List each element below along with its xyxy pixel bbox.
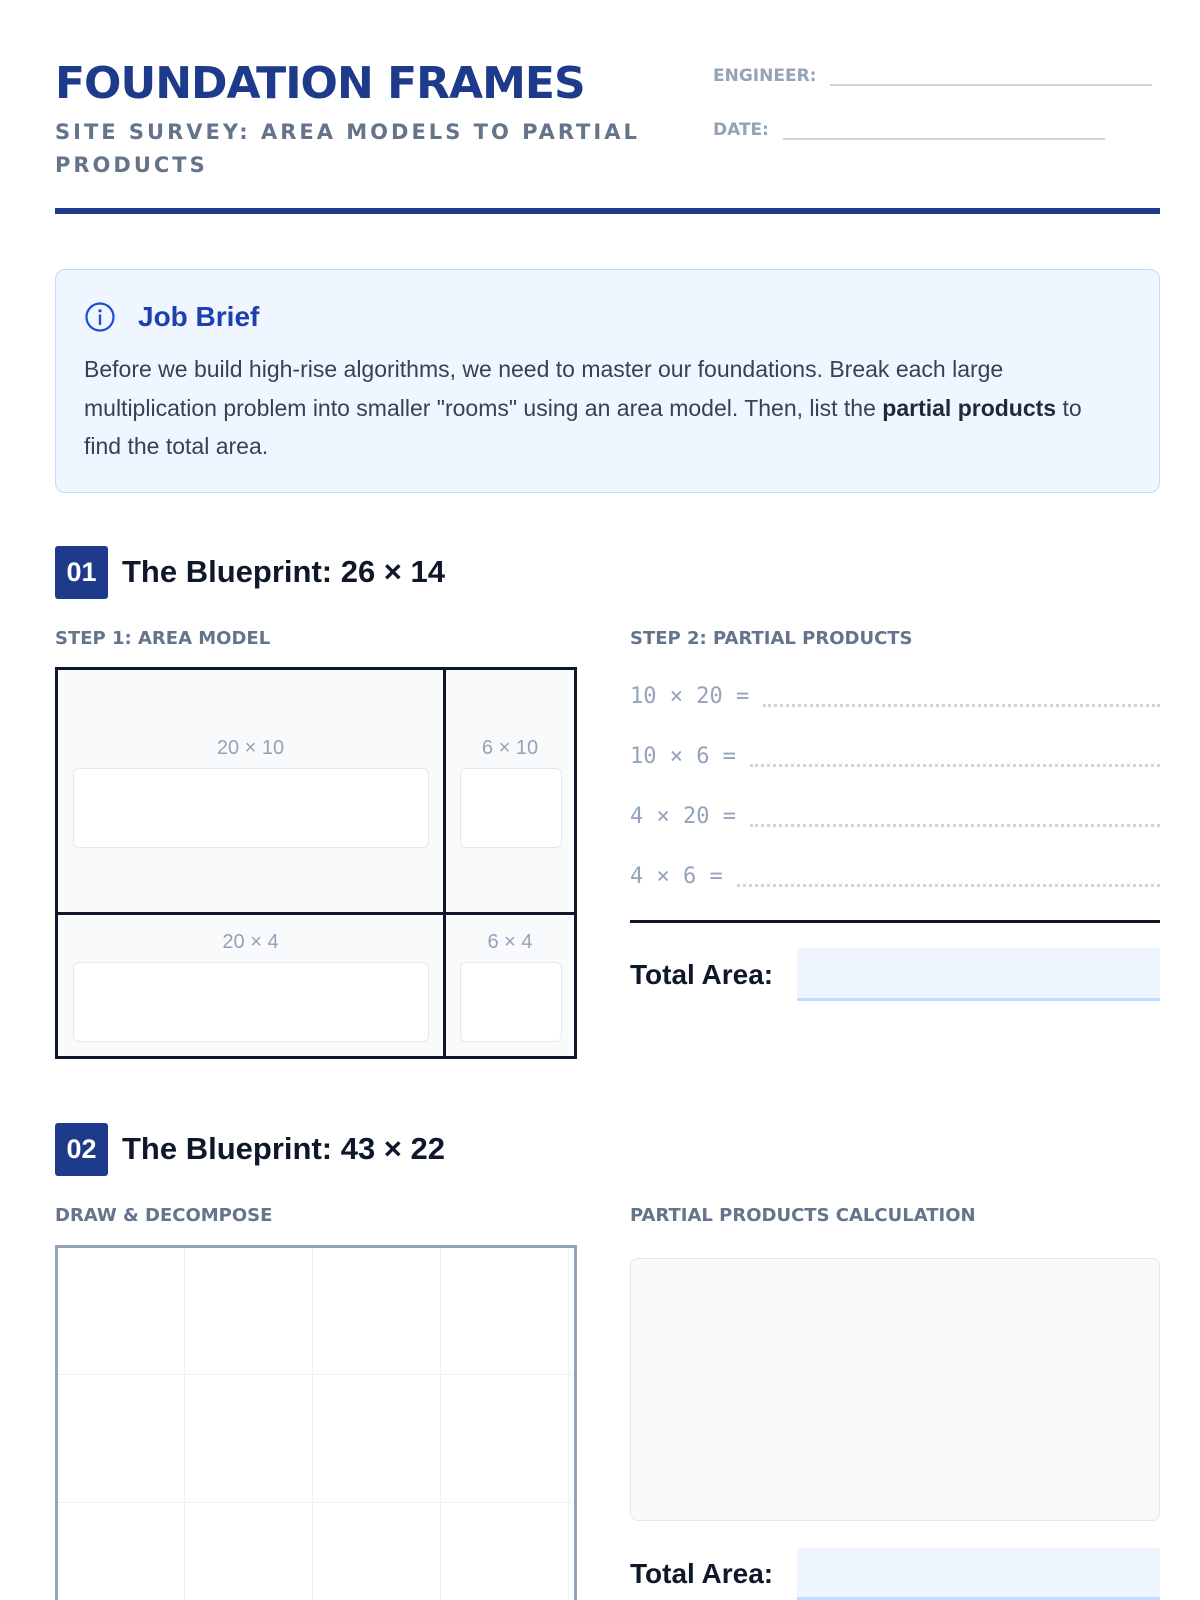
job-brief-text-bold: partial products xyxy=(882,394,1057,421)
partial-product-equation: 4 × 6 = xyxy=(630,863,723,889)
draw-decompose-label: DRAW & DECOMPOSE xyxy=(55,1205,273,1226)
partial-product-equation: 4 × 20 = xyxy=(630,803,736,829)
partial-product-row xyxy=(630,676,1160,716)
cell-answer-bottom-right[interactable] xyxy=(460,962,562,1042)
job-brief-callout xyxy=(55,269,1160,493)
worksheet-header xyxy=(55,58,1160,218)
engineer-field xyxy=(713,66,1152,86)
job-brief-text-start: Before we build high-rise algorithms, we need to master our foundations. Break each large multiplication problem into smaller "rooms" using an area model. Then, list the xyxy=(84,356,1004,421)
partial-product-answer-line[interactable] xyxy=(750,745,1160,767)
cell-label-bottom-left: 20 × 4 xyxy=(222,931,279,953)
worksheet-title: FOUNDATION FRAMES xyxy=(55,58,585,109)
area-model-horizontal-divider xyxy=(58,912,574,915)
area-model-vertical-divider xyxy=(443,670,446,1056)
cell-label-bottom-right: 6 × 4 xyxy=(487,931,533,953)
cell-answer-bottom-left[interactable] xyxy=(73,962,429,1042)
job-brief-title: Job Brief xyxy=(138,301,260,332)
section-1-badge: 01 xyxy=(55,546,108,599)
job-brief-text xyxy=(84,350,1124,466)
drawing-grid[interactable] xyxy=(55,1245,577,1600)
date-field xyxy=(713,120,1105,140)
sum-divider xyxy=(630,920,1160,923)
partial-product-row xyxy=(630,736,1160,776)
partial-product-equation: 10 × 20 = xyxy=(630,683,750,709)
partial-product-row xyxy=(630,856,1160,896)
section-2-title: The Blueprint: 43 × 22 xyxy=(122,1131,446,1166)
step-1-label: STEP 1: AREA MODEL xyxy=(55,628,271,649)
partial-products-calculation-label: PARTIAL PRODUCTS CALCULATION xyxy=(630,1205,976,1226)
calculation-workspace[interactable] xyxy=(630,1258,1160,1521)
date-input-line[interactable] xyxy=(783,120,1105,140)
job-brief-text-end: to find the total area. xyxy=(84,394,1082,459)
engineer-label: ENGINEER: xyxy=(713,66,817,86)
header-divider xyxy=(55,208,1160,214)
cell-label-top-right: 6 × 10 xyxy=(481,737,539,759)
partial-product-answer-line[interactable] xyxy=(750,805,1160,827)
partial-product-answer-line[interactable] xyxy=(763,685,1160,707)
cell-answer-top-right[interactable] xyxy=(460,768,562,848)
info-circle-icon xyxy=(84,301,116,333)
section-2-total-answer-box[interactable] xyxy=(797,1548,1160,1600)
partial-product-row xyxy=(630,796,1160,836)
section-1-total-answer-box[interactable] xyxy=(797,948,1160,1001)
partial-product-equation: 10 × 6 = xyxy=(630,743,736,769)
section-1-title: The Blueprint: 26 × 14 xyxy=(122,554,446,589)
partial-product-answer-line[interactable] xyxy=(737,865,1160,887)
section-1-total-label: Total Area: xyxy=(630,959,774,990)
cell-answer-top-left[interactable] xyxy=(73,768,429,848)
step-2-label: STEP 2: PARTIAL PRODUCTS xyxy=(630,628,913,649)
section-2-badge: 02 xyxy=(55,1123,108,1176)
cell-label-top-left: 20 × 10 xyxy=(216,737,285,759)
section-2-total-label: Total Area: xyxy=(630,1558,774,1589)
date-label: DATE: xyxy=(713,120,769,140)
worksheet-subtitle: SITE SURVEY: AREA MODELS TO PARTIAL PRODUCTS xyxy=(55,120,640,177)
engineer-input-line[interactable] xyxy=(830,66,1152,86)
area-model-grid xyxy=(55,667,577,1059)
